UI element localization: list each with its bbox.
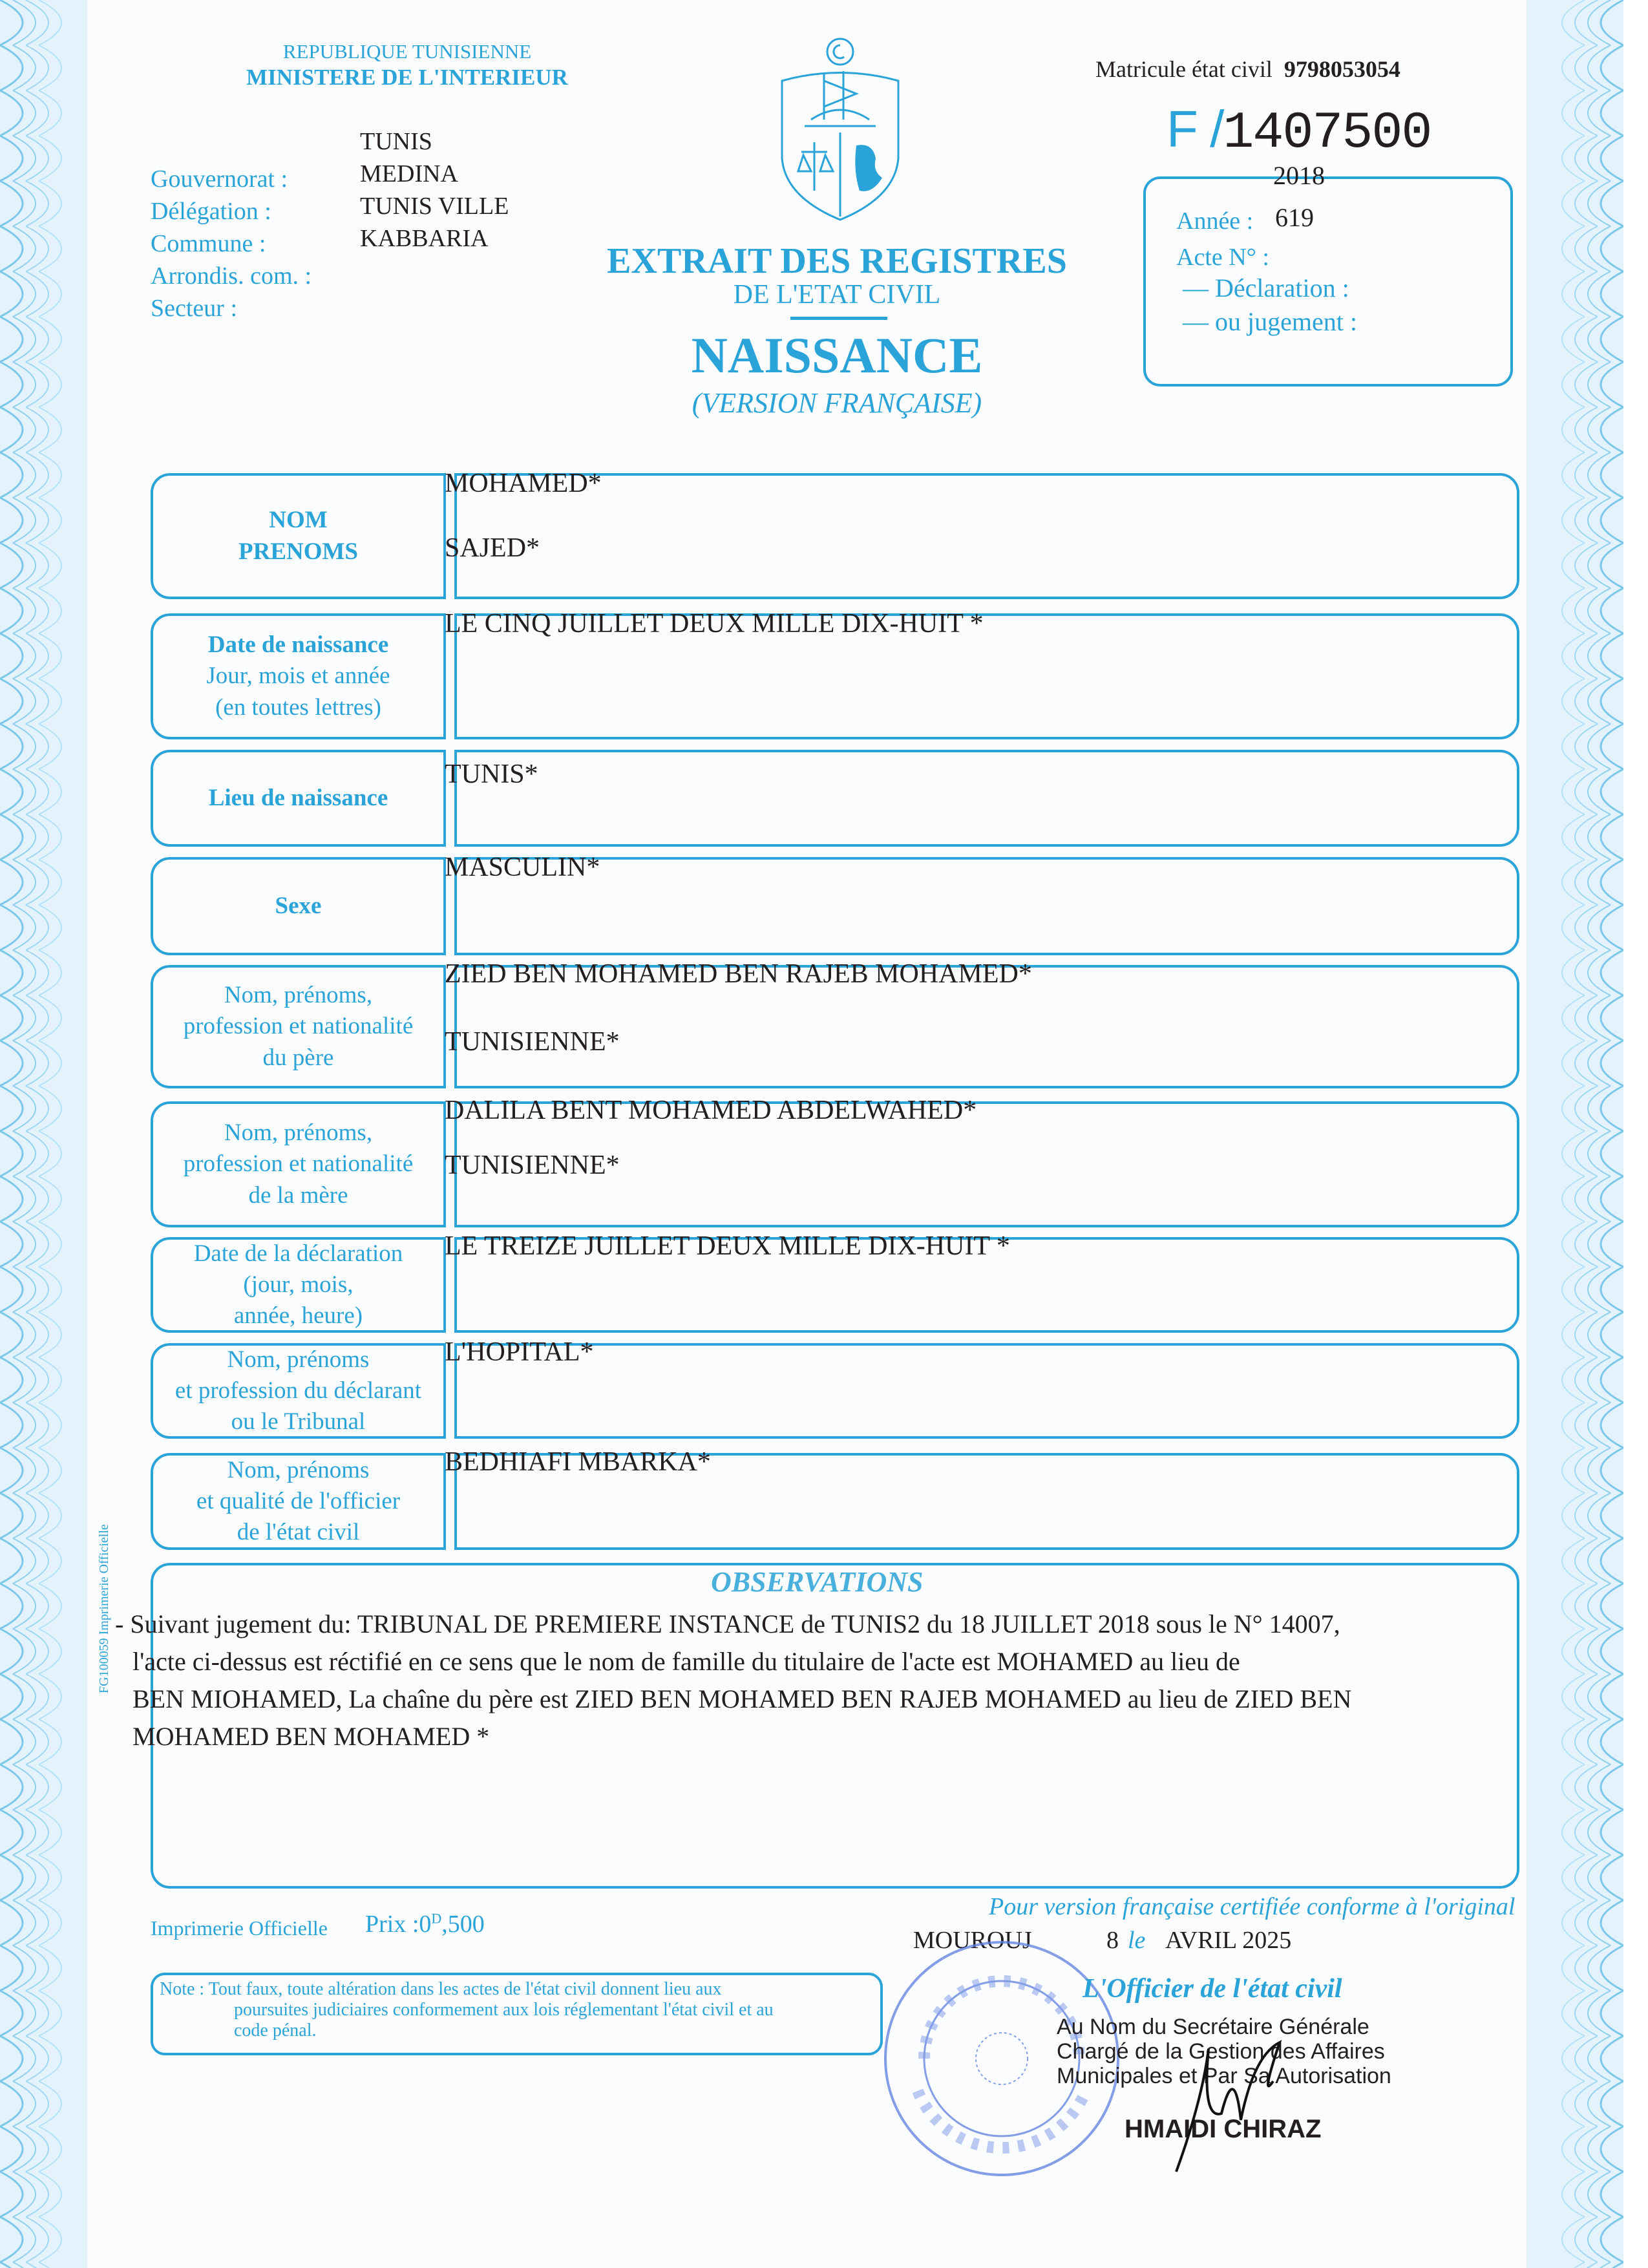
- signature-icon: [1163, 2023, 1305, 2178]
- row-value: SAJED*: [445, 533, 540, 563]
- matricule: [1095, 56, 1400, 83]
- location-value: MEDINA: [360, 160, 458, 187]
- price: [365, 1910, 485, 1938]
- row-label-line: profession et nationalité: [183, 1150, 414, 1178]
- row-label-line: année, heure): [233, 1302, 363, 1330]
- officer-title: L'Officier de l'état civil: [1083, 1974, 1342, 2004]
- location-label: Délégation :: [151, 198, 271, 225]
- row-label-cell: [151, 613, 446, 739]
- row-label-line: (en toutes lettres): [215, 694, 381, 721]
- observation-line: l'acte ci-dessus est réctifié en ce sens que le nom de famille du titulaire de l'acte est MOHAMED au lieu de: [132, 1647, 1240, 1676]
- row-label-line: ou le Tribunal: [231, 1408, 366, 1436]
- annee-label: Année :: [1176, 207, 1254, 235]
- row-value-cell: [454, 857, 1519, 955]
- document-subtitle: DE L'ETAT CIVIL: [733, 280, 941, 310]
- row-label-cell: [151, 1101, 446, 1227]
- row-label-line: Jour, mois et année: [206, 662, 390, 690]
- observation-line: BEN MIOHAMED, La chaîne du père est ZIED BEN MOHAMED BEN RAJEB MOHAMED au lieu de ZIED BEN: [132, 1684, 1352, 1713]
- row-value: TUNISIENNE*: [445, 1027, 620, 1057]
- issue-month-year: AVRIL 2025: [1165, 1927, 1292, 1954]
- row-value-cell: [454, 750, 1519, 847]
- annee-value: 2018: [1273, 161, 1325, 190]
- row-value: BEDHIAFI MBARKA*: [445, 1447, 711, 1477]
- location-label: Gouvernorat :: [151, 165, 288, 193]
- document-title: EXTRAIT DES REGISTRES: [607, 241, 1067, 281]
- form-number-value: 1407500: [1223, 104, 1431, 163]
- row-label-line: Nom, prénoms,: [224, 982, 373, 1009]
- row-label-cell: [151, 473, 446, 599]
- observations-title: OBSERVATIONS: [711, 1566, 924, 1598]
- row-value-cell: [454, 473, 1519, 599]
- document-version: (VERSION FRANÇAISE): [692, 387, 982, 419]
- form-number: [1167, 100, 1431, 163]
- certification-text: Pour version française certifiée conforme à l'original: [989, 1893, 1516, 1920]
- row-label-cell: [151, 750, 446, 847]
- row-label-line: Date de la déclaration: [193, 1240, 403, 1267]
- document-type: NAISSANCE: [691, 327, 983, 383]
- ministere-label: MINISTERE DE L'INTERIEUR: [246, 65, 568, 90]
- row-label-line: Sexe: [275, 892, 322, 919]
- row-label-cell: [151, 1343, 446, 1439]
- row-label-line: PRENOMS: [238, 538, 358, 565]
- signatory-line: Chargé de la Gestion des Affaires: [1057, 2039, 1385, 2064]
- row-value: ZIED BEN MOHAMED BEN RAJEB MOHAMED*: [445, 959, 1032, 989]
- row-label-line: de l'état civil: [237, 1519, 360, 1546]
- row-label-cell: [151, 1237, 446, 1333]
- row-label-line: NOM: [269, 507, 328, 534]
- row-label-line: profession et nationalité: [183, 1013, 414, 1040]
- row-value: TUNIS*: [445, 759, 538, 789]
- row-value: MASCULIN*: [445, 853, 600, 882]
- security-border-left: [0, 0, 87, 2268]
- row-label-line: (jour, mois,: [243, 1271, 354, 1298]
- note-line-1: Note : Tout faux, toute altération dans les actes de l'état civil donnent lieu aux: [160, 1979, 722, 1999]
- row-value: MOHAMED*: [445, 469, 602, 498]
- row-value: DALILA BENT MOHAMED ABDELWAHED*: [445, 1096, 977, 1125]
- issue-place: MOUROUJ: [913, 1927, 1032, 1954]
- row-value: LE TREIZE JUILLET DEUX MILLE DIX-HUIT *: [445, 1231, 1010, 1261]
- row-label-line: Nom, prénoms,: [224, 1119, 373, 1147]
- acte-label: Acte N° :: [1176, 244, 1269, 271]
- observation-line: MOHAMED BEN MOHAMED *: [132, 1722, 490, 1751]
- row-label-line: de la mère: [248, 1182, 348, 1209]
- signatory-line: Au Nom du Secrétaire Générale: [1057, 2015, 1369, 2039]
- row-value: LE CINQ JUILLET DEUX MILLE DIX-HUIT *: [445, 609, 984, 639]
- row-label-cell: [151, 965, 446, 1088]
- legal-note: [151, 1973, 883, 2055]
- row-label-cell: [151, 857, 446, 955]
- row-value: L'HOPITAL*: [445, 1337, 594, 1367]
- row-label-line: Nom, prénoms: [227, 1456, 370, 1483]
- location-label: Arrondis. com. :: [151, 262, 312, 290]
- signatory-line: Municipales et Par Sa Autorisation: [1057, 2064, 1391, 2088]
- location-label: Commune :: [151, 230, 266, 257]
- observation-line: - Suivant jugement du: TRIBUNAL DE PREMIERE INSTANCE de TUNIS2 du 18 JUILLET 2018 sous le N° 14007,: [115, 1609, 1340, 1638]
- row-value: TUNISIENNE*: [445, 1150, 620, 1180]
- jugement-label: — ou jugement :: [1183, 307, 1357, 336]
- location-value: TUNIS: [360, 128, 432, 155]
- signatory-name: HMAIDI CHIRAZ: [1125, 2115, 1322, 2143]
- row-value-cell: [454, 1343, 1519, 1439]
- row-label-line: Date de naissance: [207, 631, 389, 659]
- form-prefix: F /: [1167, 100, 1223, 158]
- row-label-line: Nom, prénoms: [227, 1346, 370, 1373]
- note-line-2: poursuites judiciaires conformement aux lois réglementant l'état civil et au: [234, 2000, 774, 2020]
- matricule-label: Matricule état civil: [1095, 56, 1273, 82]
- le-label: le: [1128, 1927, 1146, 1954]
- acte-value: 619: [1275, 203, 1314, 232]
- note-line-3: code pénal.: [234, 2020, 317, 2041]
- coat-of-arms-icon: [772, 36, 908, 223]
- title-divider: [790, 317, 887, 320]
- side-print: FG100059 Imprimerie Officielle: [97, 1524, 111, 1693]
- row-label-line: et profession du déclarant: [174, 1377, 422, 1404]
- price-unit: D: [431, 1910, 442, 1927]
- declaration-label: — Déclaration :: [1183, 273, 1349, 302]
- price-label: Prix :0: [365, 1911, 432, 1938]
- row-label-line: Lieu de naissance: [208, 784, 388, 811]
- location-value: KABBARIA: [360, 225, 489, 252]
- issue-day: 8: [1106, 1927, 1119, 1954]
- location-label: Secteur :: [151, 295, 238, 322]
- price-value: ,500: [441, 1911, 485, 1938]
- row-label-line: et qualité de l'officier: [196, 1487, 401, 1514]
- security-border-right: [1527, 0, 1648, 2268]
- republique-label: REPUBLIQUE TUNISIENNE: [282, 40, 532, 63]
- location-value: TUNIS VILLE: [360, 193, 509, 220]
- imprimerie-label: Imprimerie Officielle: [151, 1916, 328, 1940]
- row-label-cell: [151, 1453, 446, 1550]
- matricule-value: 9798053054: [1284, 56, 1400, 82]
- row-label-line: du père: [262, 1044, 334, 1071]
